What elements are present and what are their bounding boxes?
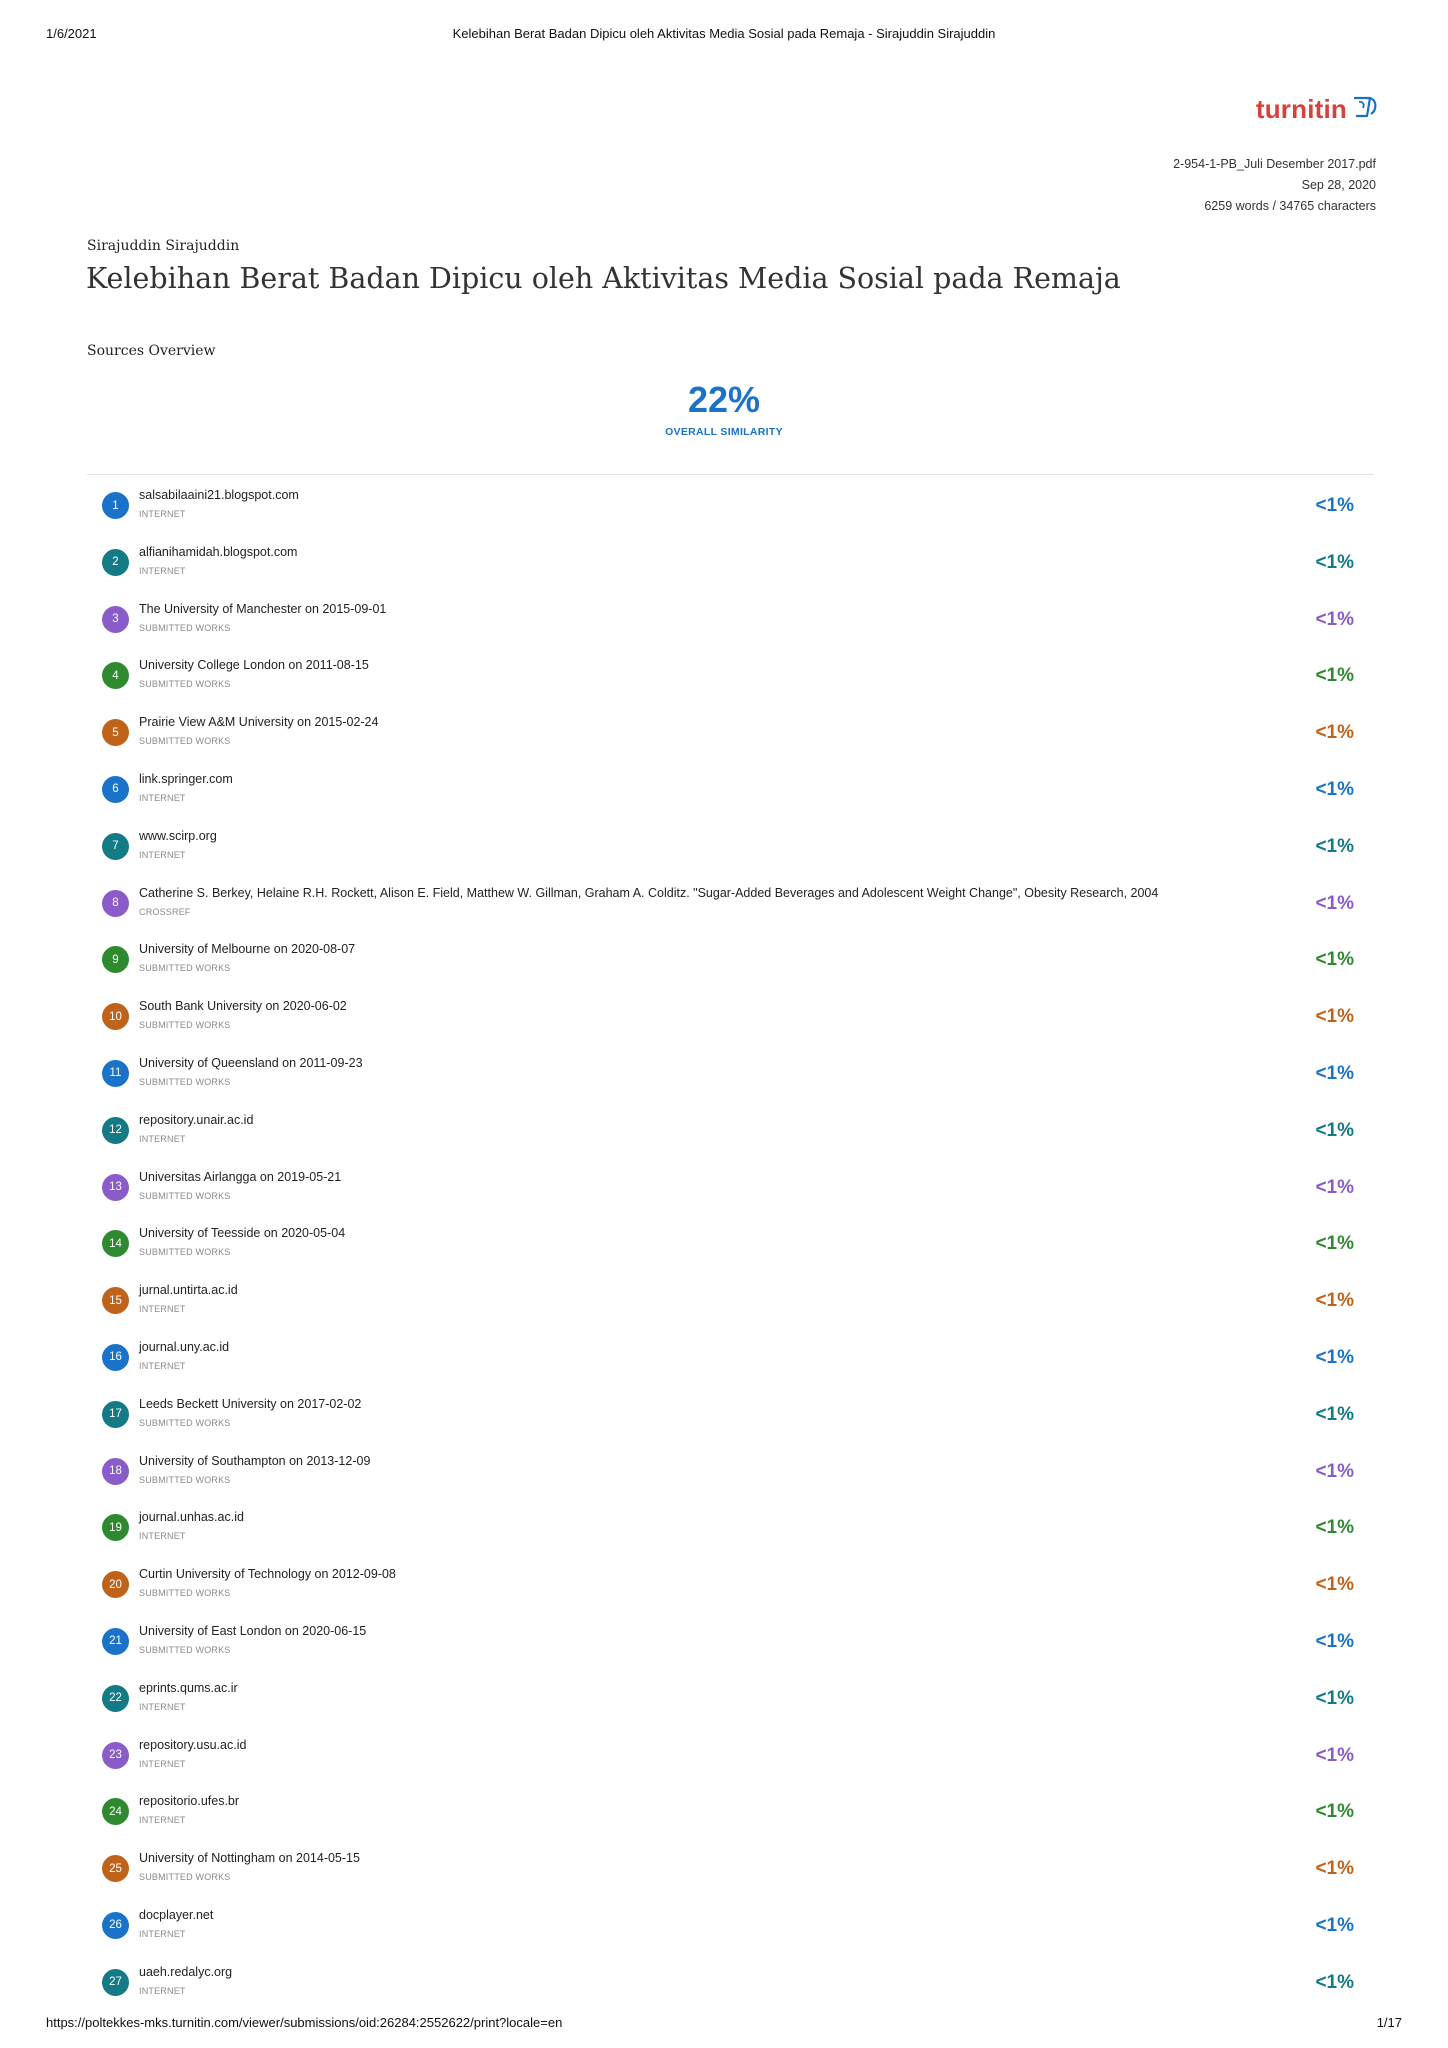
source-percent: <1% [1315,1233,1354,1255]
source-number-badge: 5 [102,719,129,746]
source-number-badge: 2 [102,549,129,576]
source-row[interactable] [87,654,1374,711]
source-name[interactable]: The University of Manchester on 2015-09-01 [139,601,387,616]
source-type: SUBMITTED WORKS [139,622,231,633]
source-type: SUBMITTED WORKS [139,1417,231,1428]
source-row[interactable] [87,1790,1374,1847]
source-number-badge: 25 [102,1855,129,1882]
source-row[interactable] [87,825,1374,882]
source-name[interactable]: repositorio.ufes.br [139,1794,240,1809]
source-number-badge: 21 [102,1628,129,1655]
source-row[interactable] [87,1620,1374,1677]
logo-text: turnitin [1255,94,1347,124]
sources-overview-heading: Sources Overview [87,343,216,359]
submission-date: Sep 28, 2020 [1301,178,1376,192]
source-percent: <1% [1315,778,1354,800]
submission-meta [1173,154,1376,217]
source-type: SUBMITTED WORKS [139,1588,231,1599]
source-row[interactable] [87,938,1374,995]
source-name[interactable]: University of East London on 2020-06-15 [139,1623,367,1638]
source-number-badge: 22 [102,1685,129,1712]
source-number-badge: 10 [102,1003,129,1030]
source-percent: <1% [1315,1517,1354,1539]
source-percent: <1% [1315,1403,1354,1425]
source-row[interactable] [87,882,1374,939]
file-name: 2-954-1-PB_Juli Desember 2017.pdf [1173,157,1376,171]
source-percent: <1% [1315,551,1354,573]
source-percent: <1% [1315,1460,1354,1482]
document-title: Kelebihan Berat Badan Dipicu oleh Aktivitas Media Sosial pada Remaja [86,262,1121,295]
source-number-badge: 19 [102,1514,129,1541]
source-name[interactable]: link.springer.com [139,771,233,786]
source-row[interactable] [87,484,1374,541]
source-name[interactable]: journal.unhas.ac.id [139,1510,244,1525]
source-type: INTERNET [139,1928,186,1939]
source-number-badge: 1 [102,492,129,519]
source-name[interactable]: University College London on 2011-08-15 [139,658,369,673]
source-name[interactable]: eprints.qums.ac.ir [139,1680,238,1695]
source-number-badge: 27 [102,1969,129,1996]
overall-similarity-label: OVERALL SIMILARITY [665,426,783,438]
source-percent: <1% [1315,1119,1354,1141]
source-type: INTERNET [139,509,186,519]
source-type: CROSSREF [139,906,191,917]
source-type: INTERNET [139,849,186,860]
source-name[interactable]: Curtin University of Technology on 2012-09-08 [139,1567,396,1582]
source-number-badge: 15 [102,1287,129,1314]
source-row[interactable] [87,1847,1374,1904]
source-percent: <1% [1315,495,1354,516]
source-name[interactable]: repository.usu.ac.id [139,1737,247,1752]
source-type: SUBMITTED WORKS [139,1644,231,1655]
source-row[interactable] [87,1961,1374,2018]
source-number-badge: 20 [102,1571,129,1598]
source-type: INTERNET [139,1133,186,1144]
source-row[interactable] [87,1166,1374,1223]
source-type: SUBMITTED WORKS [139,1247,231,1258]
source-percent: <1% [1315,1062,1354,1084]
source-number-badge: 13 [102,1174,129,1201]
source-percent: <1% [1315,1346,1354,1368]
source-percent: <1% [1315,892,1354,914]
source-number-badge: 18 [102,1458,129,1485]
source-number-badge: 9 [102,946,129,973]
source-percent: <1% [1315,1630,1354,1652]
source-percent: <1% [1315,1290,1354,1312]
source-name[interactable]: repository.unair.ac.id [139,1112,254,1127]
print-header [46,26,1402,44]
source-percent: <1% [1315,1744,1354,1766]
source-number-badge: 8 [102,890,129,917]
source-percent: <1% [1315,1971,1354,1993]
source-percent: <1% [1315,835,1354,857]
source-name[interactable]: University of Nottingham on 2014-05-15 [139,1851,360,1866]
source-percent: <1% [1315,608,1354,630]
source-number-badge: 24 [102,1798,129,1825]
source-number-badge: 12 [102,1117,129,1144]
source-number-badge: 23 [102,1742,129,1769]
source-percent: <1% [1315,722,1354,744]
source-type: SUBMITTED WORKS [139,1872,231,1883]
source-name[interactable]: University of Queensland on 2011-09-23 [139,1055,363,1070]
source-row[interactable] [87,1393,1374,1450]
overall-similarity [0,378,1448,438]
source-number-badge: 17 [102,1401,129,1428]
source-type: INTERNET [139,1985,186,1996]
source-name[interactable]: salsabilaaini21.blogspot.com [139,488,299,502]
source-type: SUBMITTED WORKS [139,1076,231,1087]
source-type: INTERNET [139,792,186,803]
source-name[interactable]: www.scirp.org [139,828,217,843]
source-name[interactable]: South Bank University on 2020-06-02 [139,999,347,1014]
overall-similarity-percent: 22% [687,379,761,420]
source-row[interactable] [87,768,1374,825]
source-name[interactable]: Catherine S. Berkey, Helaine R.H. Rockett, Alison E. Field, Matthew W. Gillman, Graham A. Colditz. "Sugar-Added Beverages and Adolescent Weight Change", Obesity Research, 2004 [139,885,1159,900]
source-type: INTERNET [139,1758,186,1769]
source-percent: <1% [1315,1858,1354,1880]
source-number-badge: 26 [102,1912,129,1939]
source-number-badge: 16 [102,1344,129,1371]
source-type: INTERNET [139,565,186,576]
source-row[interactable] [87,541,1374,598]
source-name[interactable]: Leeds Beckett University on 2017-02-02 [139,1396,362,1411]
source-percent: <1% [1315,1914,1354,1936]
source-row[interactable] [87,995,1374,1052]
source-percent: <1% [1315,1687,1354,1709]
source-row[interactable] [87,1336,1374,1393]
source-name[interactable]: University of Teesside on 2020-05-04 [139,1226,346,1241]
source-number-badge: 11 [102,1060,129,1087]
sources-list [87,484,1374,2018]
print-date: 1/6/2021 [46,26,97,41]
source-percent: <1% [1315,949,1354,971]
source-number-badge: 7 [102,833,129,860]
page-number: 1/17 [1376,2015,1402,2030]
source-number-badge: 4 [102,662,129,689]
source-name[interactable]: journal.uny.ac.id [139,1339,230,1354]
source-type: INTERNET [139,1531,186,1542]
source-row[interactable] [87,1506,1374,1563]
source-type: INTERNET [139,1815,186,1826]
source-type: INTERNET [139,1304,186,1315]
source-row[interactable] [87,711,1374,768]
source-type: SUBMITTED WORKS [139,1474,231,1485]
source-name[interactable]: University of Melbourne on 2020-08-07 [139,942,356,957]
source-name[interactable]: jurnal.untirta.ac.id [139,1283,238,1298]
source-type: SUBMITTED WORKS [139,736,231,747]
source-name[interactable]: docplayer.net [139,1907,214,1922]
print-page-title: Kelebihan Berat Badan Dipicu oleh Aktivitas Media Sosial pada Remaja - Sirajuddin Sirajuddin [452,26,996,41]
source-row[interactable] [87,1677,1374,1734]
source-name[interactable]: University of Southampton on 2013-12-09 [139,1453,371,1468]
source-row[interactable] [87,1052,1374,1109]
source-type: INTERNET [139,1701,186,1712]
source-percent: <1% [1315,1176,1354,1198]
source-row[interactable] [87,1734,1374,1791]
source-name[interactable]: alfianihamidah.blogspot.com [139,544,298,559]
source-row[interactable] [87,1222,1374,1279]
source-row[interactable] [87,1109,1374,1166]
turnitin-swirl-icon [1350,92,1380,127]
source-number-badge: 3 [102,606,129,633]
source-name[interactable]: Universitas Airlangga on 2019-05-21 [139,1169,342,1184]
source-type: SUBMITTED WORKS [139,1020,231,1031]
turnitin-logo [1256,92,1380,127]
word-char-count: 6259 words / 34765 characters [1204,199,1376,213]
source-type: SUBMITTED WORKS [139,679,231,690]
source-type: SUBMITTED WORKS [139,1190,231,1201]
source-percent: <1% [1315,1801,1354,1823]
source-row[interactable] [87,1904,1374,1961]
source-number-badge: 6 [102,776,129,803]
source-row[interactable] [87,1563,1374,1620]
source-row[interactable] [87,1450,1374,1507]
author-name: Sirajuddin Sirajuddin [87,238,240,254]
source-name[interactable]: uaeh.redalyc.org [139,1964,233,1979]
source-row[interactable] [87,598,1374,655]
source-name[interactable]: Prairie View A&M University on 2015-02-24 [139,715,379,730]
source-number-badge: 14 [102,1230,129,1257]
source-percent: <1% [1315,1006,1354,1028]
source-percent: <1% [1315,665,1354,687]
source-type: SUBMITTED WORKS [139,963,231,974]
print-url: https://poltekkes-mks.turnitin.com/viewer/submissions/oid:26284:2552622/print?locale=en [46,2015,563,2030]
source-percent: <1% [1315,1574,1354,1596]
divider [87,474,1374,475]
source-type: INTERNET [139,1360,186,1371]
source-row[interactable] [87,1279,1374,1336]
